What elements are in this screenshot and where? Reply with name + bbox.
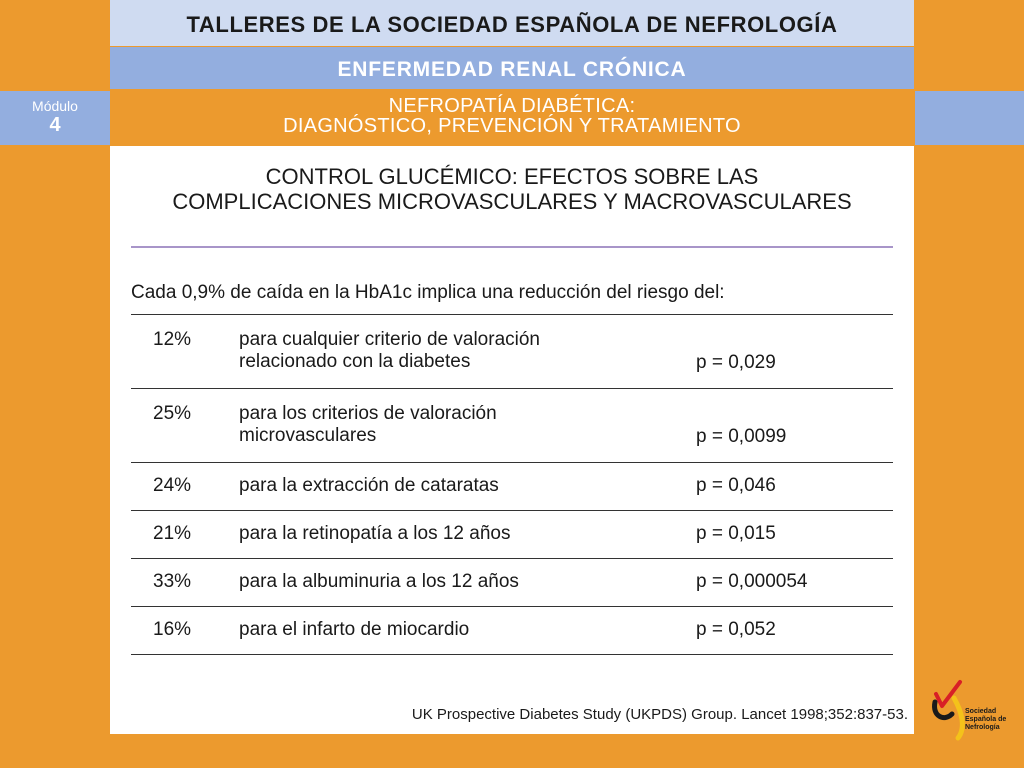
right-tab-block (915, 91, 1024, 145)
table-row (131, 511, 893, 559)
row-p-value: p = 0,000054 (696, 571, 808, 592)
row-description: para cualquier criterio de valoración relacionado con la diabetes (239, 329, 540, 372)
module-badge (0, 91, 110, 145)
table-row (131, 463, 893, 511)
row-percent: 21% (153, 523, 192, 544)
module-title (110, 91, 914, 145)
citation: UK Prospective Diabetes Study (UKPDS) Group. Lancet 1998;352:837-53. (411, 706, 908, 723)
section-banner-title: ENFERMEDAD RENAL CRÓNICA (110, 47, 914, 89)
table-row (131, 389, 893, 463)
content-panel (110, 146, 914, 734)
row-description: para la extracción de cataratas (239, 475, 499, 496)
lead-sentence: Cada 0,9% de caída en la HbA1c implica una reducción del riesgo del: (131, 282, 725, 303)
table-row (131, 559, 893, 607)
row-percent: 16% (153, 619, 192, 640)
row-p-value: p = 0,015 (696, 523, 776, 544)
table-row (131, 315, 893, 389)
row-percent: 12% (153, 329, 192, 350)
row-description: para el infarto de miocardio (239, 619, 470, 640)
top-banner-title: TALLERES DE LA SOCIEDAD ESPAÑOLA DE NEFROLOGÍA (110, 0, 914, 46)
row-percent: 33% (153, 571, 192, 592)
row-percent: 24% (153, 475, 192, 496)
title-divider (131, 246, 893, 248)
slide-title-line2: COMPLICACIONES MICROVASCULARES Y MACROVASCULARES (172, 189, 852, 214)
row-percent: 25% (153, 403, 192, 424)
row-description: para la retinopatía a los 12 años (239, 523, 511, 544)
slide-title-line1: CONTROL GLUCÉMICO: EFECTOS SOBRE LAS (265, 164, 759, 189)
logo-text: Sociedad Española de Nefrología (965, 708, 1007, 731)
module-title-line1: NEFROPATÍA DIABÉTICA: (388, 95, 636, 117)
row-description: para los criterios de valoración microvasculares (239, 403, 497, 446)
row-description: para la albuminuria a los 12 años (239, 571, 519, 592)
row-p-value: p = 0,046 (696, 475, 776, 496)
risk-table (131, 314, 893, 655)
module-title-line2: DIAGNÓSTICO, PREVENCIÓN Y TRATAMIENTO (283, 115, 741, 137)
table-row (131, 607, 893, 655)
row-p-value: p = 0,0099 (696, 426, 787, 447)
module-number: 4 (49, 114, 61, 136)
row-p-value: p = 0,052 (696, 619, 776, 640)
module-label: Módulo (32, 98, 78, 114)
slide-title (110, 164, 914, 214)
row-p-value: p = 0,029 (696, 352, 776, 373)
